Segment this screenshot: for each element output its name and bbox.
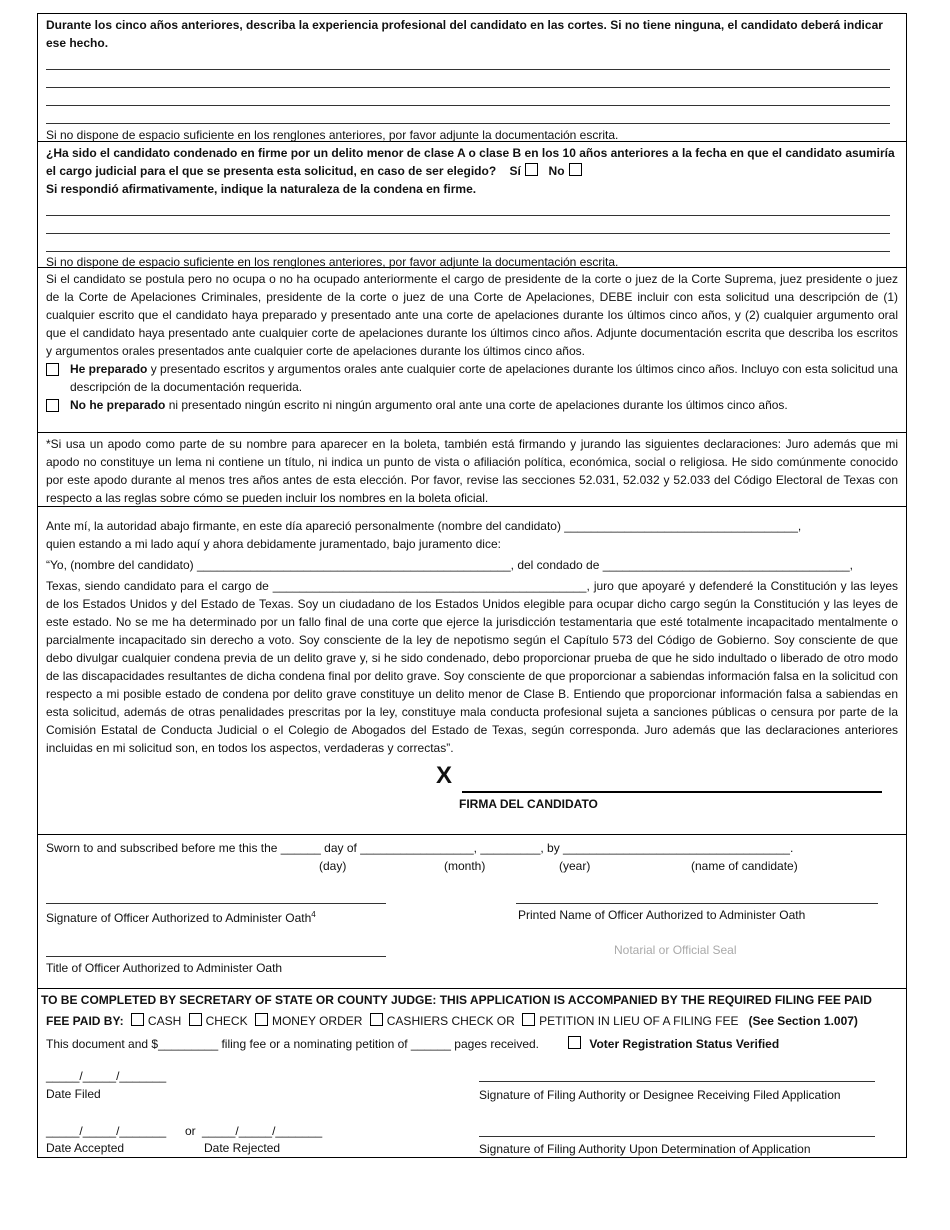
- court-experience-question: Durante los cinco años anteriores, describa la experiencia profesional del candidato en las cortes. Si no tiene ninguna, el candidato deberá indicar ese hecho.: [46, 18, 883, 50]
- not-prepared-label: No he preparado: [70, 398, 166, 412]
- conviction-question-text: ¿Ha sido el candidato condenado en firme por un delito menor de clase A o clase B en los 10 años anteriores a la fecha en que el candidato asumiría el cargo judicial para el que se presenta esta solicitud, en caso de ser elegido?: [46, 146, 895, 178]
- see-section: (See Section 1.007): [748, 1014, 858, 1028]
- option-prepared: [46, 360, 898, 396]
- notary-section: [38, 835, 906, 989]
- answer-line[interactable]: [46, 88, 890, 106]
- nickname-section: [38, 433, 906, 507]
- officer-title-line[interactable]: [46, 956, 386, 957]
- sworn-line: Sworn to and subscribed before me this the ______ day of _________________, _________, by __________________________________.: [46, 841, 794, 855]
- oath-line-1: Ante mí, la autoridad abajo firmante, en este día apareció personalmente (nombre del candidato) ___________________________________,: [46, 519, 802, 533]
- filing-header: TO BE COMPLETED BY SECRETARY OF STATE OR COUNTY JUDGE: THIS APPLICATION IS ACCOMPANIED BY THE REQUIRED FILING FEE PAID: [41, 993, 872, 1007]
- answer-line[interactable]: [46, 234, 890, 252]
- petition-label: PETITION IN LIEU OF A FILING FEE: [539, 1014, 739, 1028]
- nickname-text: *Si usa un apodo como parte de su nombre para aparecer en la boleta, también está firmando y jurando las siguientes declaraciones: Juro además que mi apodo no constituye un lema ni contiene un título, ni indica un punto de vista o afiliación política, económica, social o religiosa. He sido comúnmente conocido por este apodo durante al menos tres años antes de esta elección. Por favor, revise las secciones 52.031, 52.032 y 52.033 del Código Electoral de Texas con respecto a las reglas sobre cómo se pueden incluir los nombres en la boleta oficial.: [46, 437, 898, 505]
- application-form: [37, 13, 907, 1158]
- cash-label: CASH: [147, 1014, 182, 1028]
- conviction-question: [46, 144, 898, 180]
- court-experience-section: [38, 14, 906, 142]
- no-checkbox[interactable]: [569, 163, 582, 176]
- oath-body: Texas, siendo candidato para el cargo de _______________________________________________, juro que apoyaré y defenderé la Constitución y las leyes de los Estados Unidos y del Estado de Texas. Soy un ciudadano de los Estados Unidos elegible para ocupar dicho cargo según la Constitución y las leyes de este estado. No se me ha determinado por un fallo final de una corte que ejerce la jurisdicción testamentaria que esté totalmente incapacitado mentalmente o parcialmente incapacitado sin derecho a voto. Soy consciente de la ley de nepotismo según el Capítulo 573 del Código de Gobierno. Soy consciente de que debo divulgar cualquier condena previa de un delito grave y, si he sido condenado, debo proporcionar prueba de que he sido indultado o liberado de otro modo de las discapacidades resultantes de dicha condena final por delito grave. Soy consciente de que proporcionar a sabiendas información falsa en la solicitud con respecto a mi posible estado de condena por delito grave constituye un delito menor de Clase B. Entiendo que proporcionar información falsa a sabiendas en esta solicitud, además de otras penalidades prescritas por la ley, constituye mala conducta profesional sujeta a sanciones públicas o censura por parte de la Comisión Estatal de Conducta Judicial o el Colegio de Abogados del Estado de Texas, según corresponda. Juro además que las declaraciones anteriores incluidas en mi solicitud son, en todos los aspectos, verdaderas y correctas”.: [46, 579, 898, 755]
- name-label: (name of candidate): [691, 859, 798, 873]
- voter-verified-label: Voter Registration Status Verified: [589, 1037, 780, 1051]
- filing-signature-label: Signature of Filing Authority or Designee Receiving Filed Application: [479, 1088, 841, 1102]
- printed-name-label: Printed Name of Officer Authorized to Administer Oath: [518, 908, 806, 922]
- determination-signature-label: Signature of Filing Authority Upon Determination of Application: [479, 1142, 811, 1156]
- printed-name-line[interactable]: [516, 903, 878, 904]
- answer-line[interactable]: [46, 198, 890, 216]
- space-note: Si no dispone de espacio suficiente en los renglones anteriores, por favor adjunte la documentación escrita.: [46, 128, 619, 142]
- document-line: This document and $_________ filing fee or a nominating petition of ______ pages received.: [46, 1037, 540, 1051]
- officer-signature-label: Signature of Officer Authorized to Administer Oath$^4$: [46, 910, 316, 925]
- date-filed-blank[interactable]: _____/_____/_______: [46, 1069, 167, 1083]
- prepared-text: y presentado escritos y argumentos orales ante cualquier corte de apelaciones durante los últimos cinco años. Incluyo con esta solicitud una descripción de la documentación requerida.: [70, 362, 898, 394]
- prepared-label: He preparado: [70, 362, 148, 376]
- date-accepted-blank[interactable]: _____/_____/_______: [46, 1124, 167, 1138]
- conviction-section: [38, 142, 906, 268]
- not-prepared-text: ni presentado ningún escrito ni ningún argumento oral ante una corte de apelaciones durante los últimos cinco años.: [165, 398, 788, 412]
- appellate-section: [38, 268, 906, 433]
- answer-line[interactable]: [46, 70, 890, 88]
- cashiers-label: CASHIERS CHECK OR: [386, 1014, 515, 1028]
- option-not-prepared: [46, 396, 898, 414]
- date-accepted-label: Date Accepted: [46, 1141, 125, 1155]
- check-label: CHECK: [205, 1014, 248, 1028]
- notary-seal-label: Notarial or Official Seal: [614, 943, 737, 957]
- date-rejected-blank[interactable]: _____/_____/_______: [202, 1124, 323, 1138]
- date-rejected-label: Date Rejected: [204, 1141, 281, 1155]
- month-label: (month): [444, 859, 486, 873]
- filing-authority-section: [38, 989, 906, 1157]
- oath-section: [38, 507, 906, 835]
- fee-paid-row: [41, 1012, 898, 1030]
- answer-line[interactable]: [46, 216, 890, 234]
- document-row: [41, 1035, 898, 1053]
- signature-line[interactable]: [462, 791, 882, 793]
- yes-checkbox[interactable]: [525, 163, 538, 176]
- prepared-checkbox[interactable]: [46, 363, 59, 376]
- answer-line[interactable]: [46, 106, 890, 124]
- money-order-label: MONEY ORDER: [271, 1014, 363, 1028]
- officer-title-label: Title of Officer Authorized to Administer Oath: [46, 961, 283, 975]
- space-note: Si no dispone de espacio suficiente en los renglones anteriores, por favor adjunte la documentación escrita.: [46, 255, 619, 269]
- cashiers-checkbox[interactable]: [370, 1013, 383, 1026]
- answer-line[interactable]: [46, 52, 890, 70]
- year-label: (year): [559, 859, 591, 873]
- petition-checkbox[interactable]: [522, 1013, 535, 1026]
- fee-paid-label: FEE PAID BY:: [46, 1014, 124, 1028]
- or-label: or: [185, 1124, 196, 1138]
- money-order-checkbox[interactable]: [255, 1013, 268, 1026]
- determination-signature-line[interactable]: [479, 1136, 875, 1137]
- oath-line-3: “Yo, (nombre del candidato) _______________________________________________, del condado de _____________________________________,: [46, 558, 853, 572]
- not-prepared-checkbox[interactable]: [46, 399, 59, 412]
- signature-label: FIRMA DEL CANDIDATO: [459, 797, 598, 811]
- check-checkbox[interactable]: [189, 1013, 202, 1026]
- oath-line-2: quien estando a mi lado aquí y ahora debidamente juramentado, bajo juramento dice:: [46, 537, 501, 551]
- day-label: (day): [319, 859, 347, 873]
- conviction-followup: Si respondió afirmativamente, indique la naturaleza de la condena en firme.: [46, 182, 477, 196]
- signature-x-mark: X: [436, 762, 453, 789]
- appellate-text: Si el candidato se postula pero no ocupa o no ha ocupado anteriormente el cargo de presidente de la corte o juez de la Corte Suprema, juez presidente o juez de la Corte de Apelaciones Criminales, presidente de la corte o juez de una Corte de Apelaciones, DEBE incluir con esta solicitud una descripción de (1) cualquier escrito que el candidato haya preparado y presentado ante una corte de apelaciones durante los últimos cinco años, y (2) cualquier argumento oral que el candidato haya presentado ante cualquier corte de apelaciones durante los últimos cinco años. Adjunte documentación escrita que describa los escritos y argumentos orales presentados ante cualquier corte de apelaciones durante los últimos cinco años.: [46, 272, 898, 358]
- voter-verified-checkbox[interactable]: [568, 1036, 581, 1049]
- filing-signature-line[interactable]: [479, 1081, 875, 1082]
- yes-label: Sí: [509, 164, 521, 178]
- no-label: No: [548, 164, 565, 178]
- sworn-labels: [46, 857, 898, 875]
- date-filed-label: Date Filed: [46, 1087, 101, 1101]
- officer-signature-line[interactable]: [46, 903, 386, 904]
- candidate-signature[interactable]: [46, 762, 898, 811]
- cash-checkbox[interactable]: [131, 1013, 144, 1026]
